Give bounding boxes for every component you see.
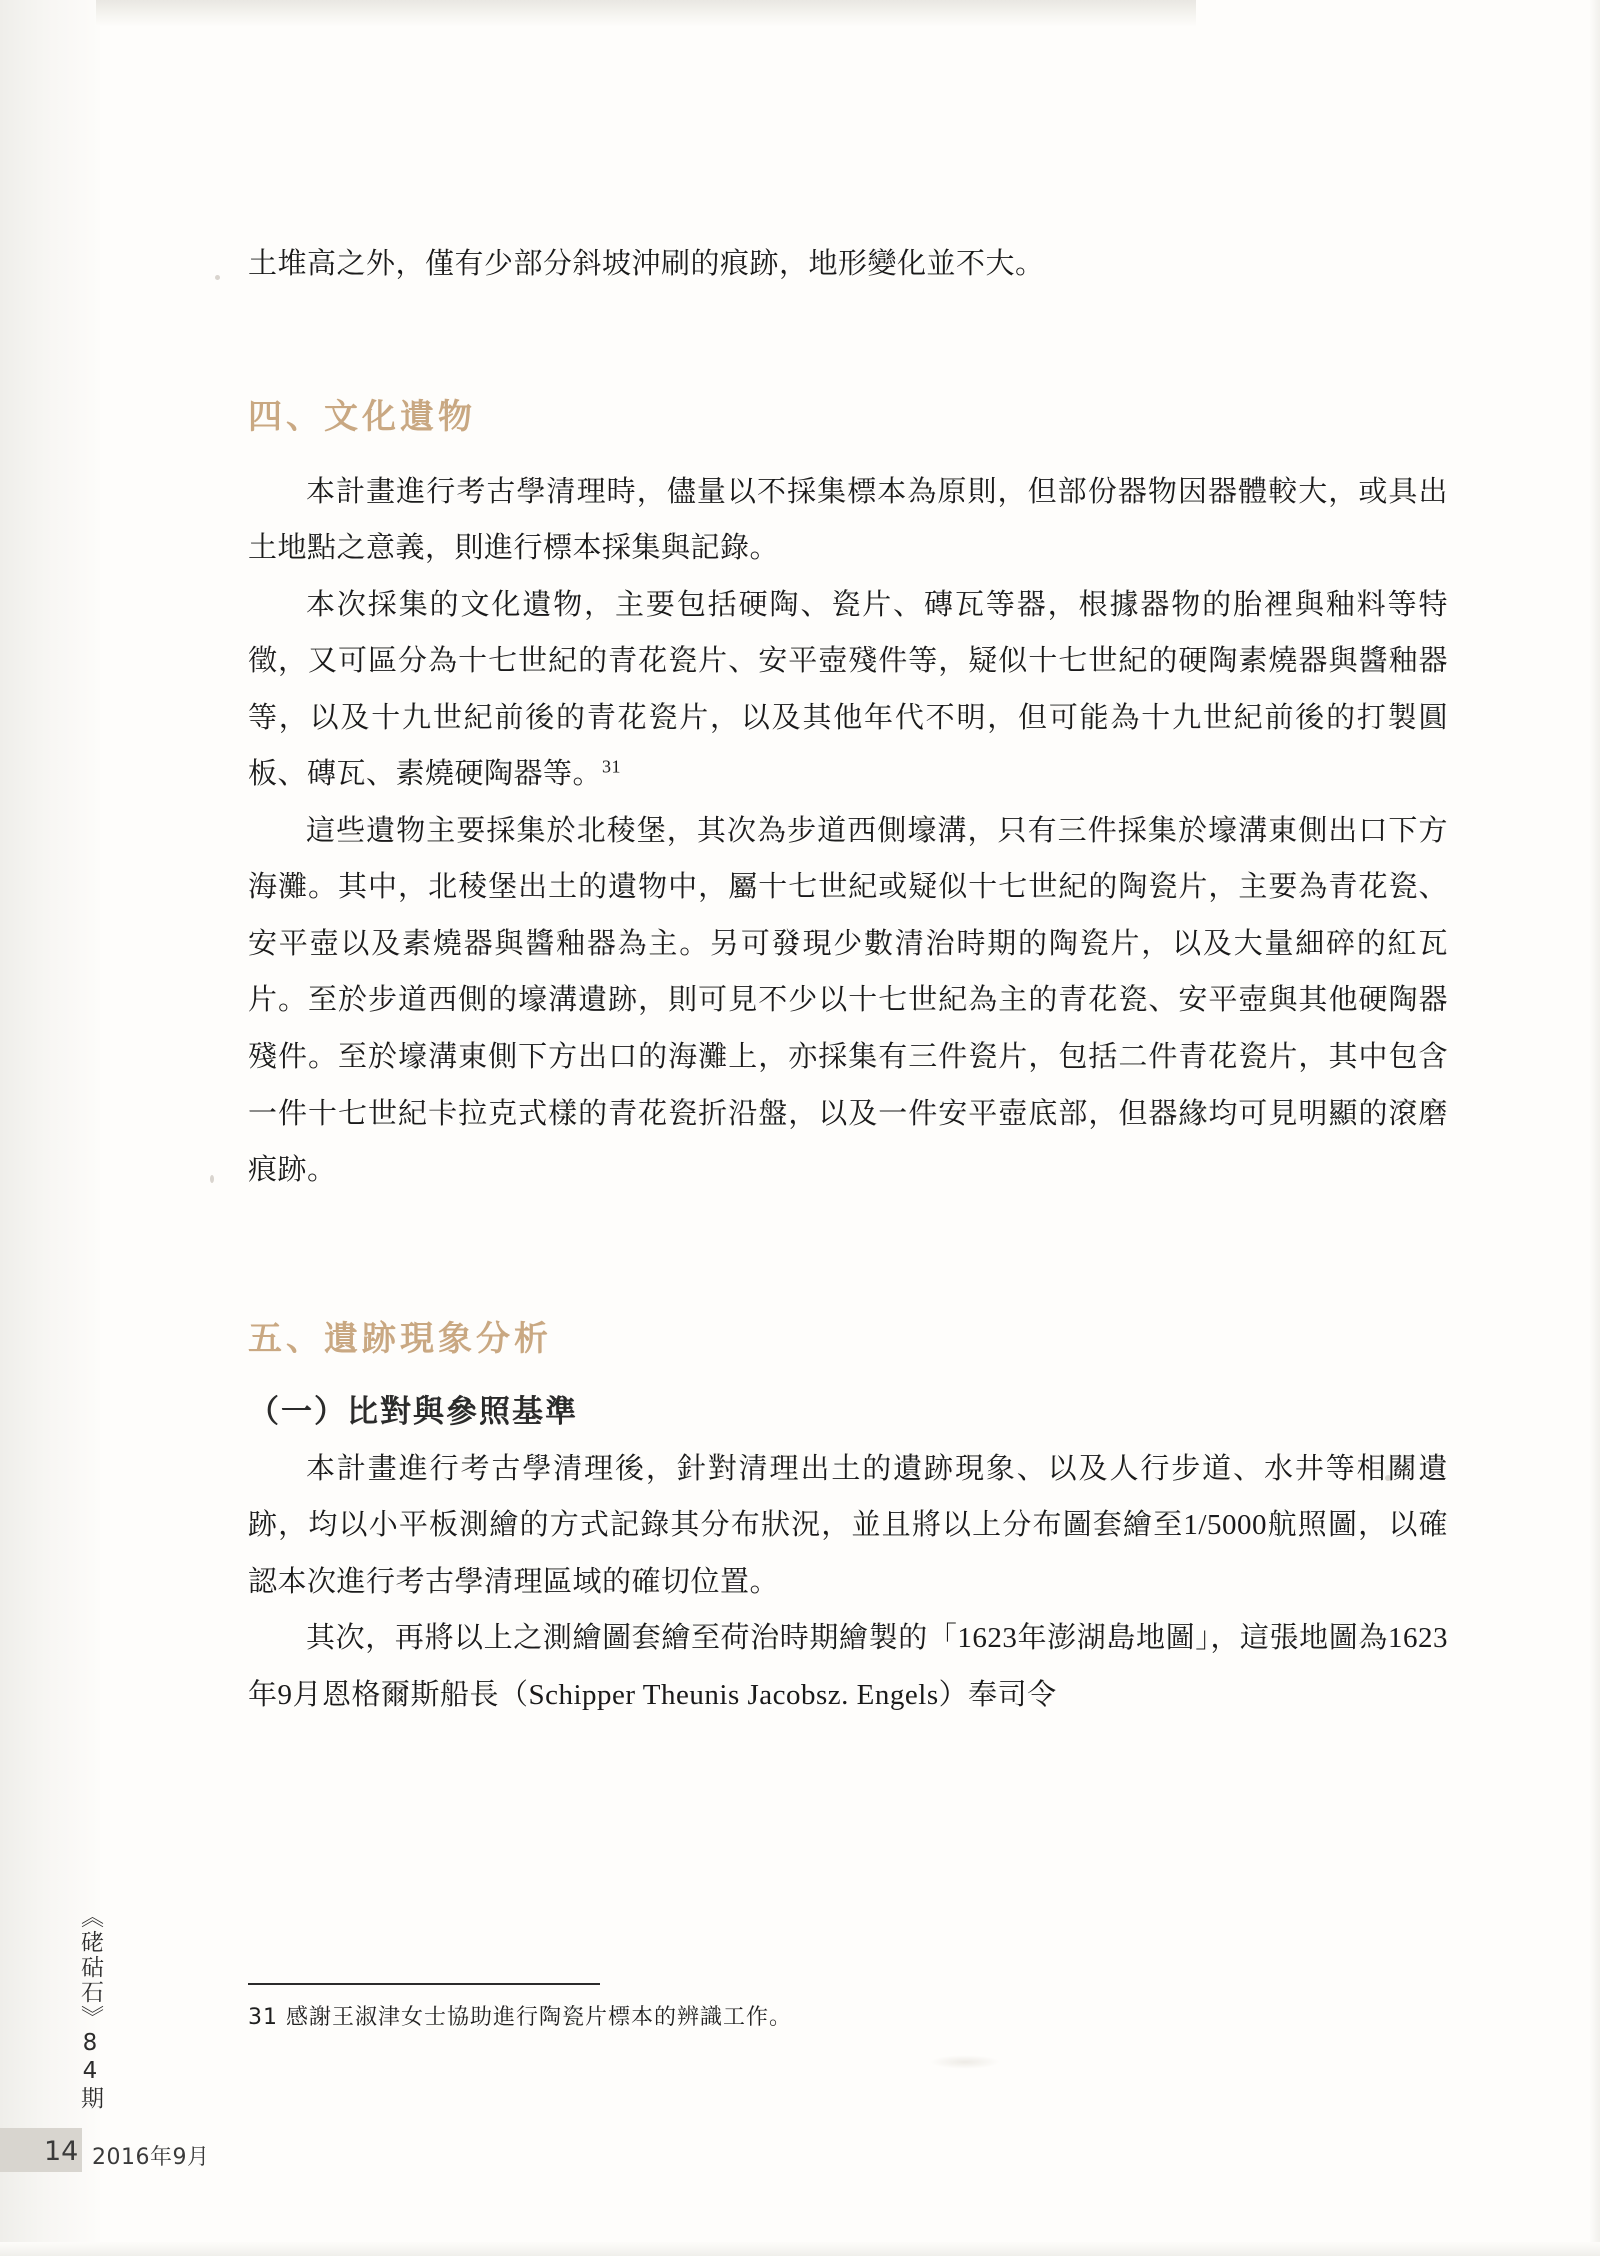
footer-date: 2016年9月	[92, 2145, 210, 2170]
scan-smudge	[930, 2055, 1000, 2069]
scan-speckle	[215, 275, 220, 280]
lead-paragraph: 土堆高之外，僅有少部分斜坡沖刷的痕跡，地形變化並不大。	[248, 248, 1045, 280]
subsection-heading: （一）比對與參照基準	[248, 1393, 578, 1430]
page-number: 14	[44, 2136, 79, 2167]
section-heading-5: 五、遺跡現象分析	[248, 1318, 552, 1359]
paragraph: 本計畫進行考古學清理後，針對清理出土的遺跡現象、以及人行步道、水井等相關遺跡，均以小平板測繪的方式記錄其分布狀況，並且將以上分布圖套繪至1/5000航照圖，以確認本次進行考古學清理區域的確切位置。	[248, 1452, 1448, 1598]
footnote-number: 31	[248, 2005, 278, 2030]
scan-bottom-edge	[0, 2242, 1600, 2256]
scan-right-edge	[1590, 0, 1600, 2256]
footnote-marker: 31	[602, 756, 622, 777]
paragraph: 這些遺物主要採集於北稜堡，其次為步道西側壕溝，只有三件採集於壕溝東側出口下方海灘。其中，北稜堡出土的遺物中，屬十七世紀或疑似十七世紀的陶瓷片，主要為青花瓷、安平壺以及素燒器與醬釉器為主。另可發現少數清治時期的陶瓷片，以及大量細碎的紅瓦片。至於步道西側的壕溝遺跡，則可見不少以十七世紀為主的青花瓷、安平壺與其他硬陶器殘件。至於壕溝東側下方出口的海灘上，亦採集有三件瓷片，包括二件青花瓷片，其中包含一件十七世紀卡拉克式樣的青花瓷折沿盤，以及一件安平壺底部，但器緣均可見明顯的滾磨痕跡。	[248, 814, 1448, 1187]
paragraph-text: 本次採集的文化遺物，主要包括硬陶、瓷片、磚瓦等器，根據器物的胎裡與釉料等特徵，又可區分為十七世紀的青花瓷片、安平壺殘件等，疑似十七世紀的硬陶素燒器與醬釉器等，以及十九世紀前後的青花瓷片，以及其他年代不明，但可能為十九世紀前後的打製圓板、磚瓦、素燒硬陶器等。	[248, 588, 1448, 791]
paragraph: 其次，再將以上之測繪圖套繪至荷治時期繪製的「1623年澎湖島地圖」，這張地圖為1623年9月恩格爾斯船長（Schipper Theunis Jacobsz. Engels）奉司令	[248, 1622, 1448, 1711]
paragraph: 本計畫進行考古學清理時，儘量以不採集標本為原則，但部份器物因器體較大，或具出土地點之意義，則進行標本採集與記錄。	[248, 475, 1448, 565]
page-body	[248, 236, 1448, 1723]
section-heading-4: 四、文化遺物	[248, 396, 476, 437]
footnote-text: 感謝王淑津女士協助進行陶瓷片標本的辨識工作。	[286, 2005, 793, 2030]
footnote	[248, 2000, 1348, 2031]
paragraph-with-footnote	[248, 577, 1448, 803]
scan-top-shadow	[96, 0, 1196, 26]
footnote-divider	[248, 1983, 600, 1985]
scan-speckle	[210, 1175, 214, 1183]
spine-title: 《硓𥑮石》84期	[77, 1905, 103, 2111]
